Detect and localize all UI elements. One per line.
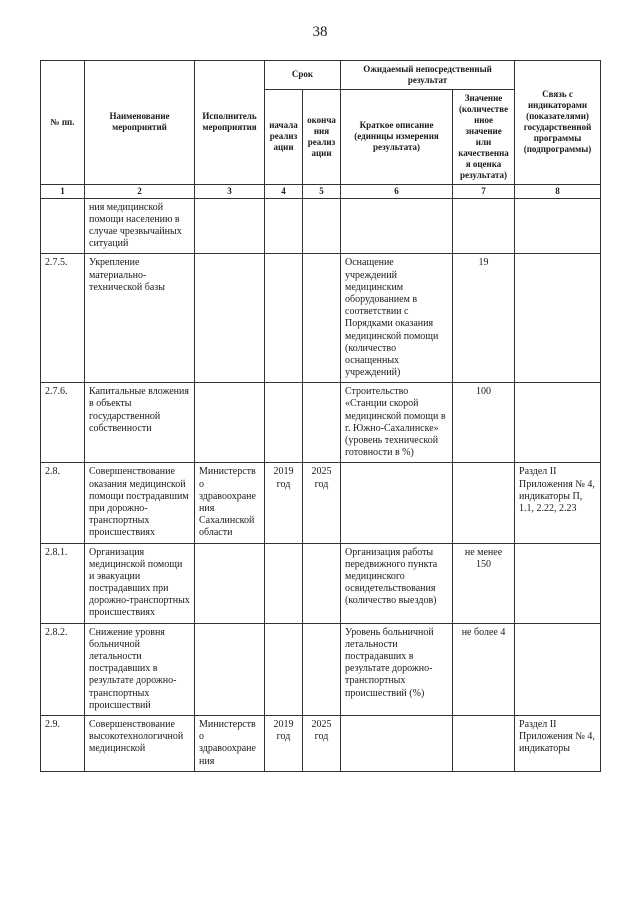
column-index: 7 xyxy=(453,184,515,198)
end-year xyxy=(303,254,341,383)
end-year: 2025 год xyxy=(303,463,341,543)
column-index: 4 xyxy=(265,184,303,198)
column-index: 2 xyxy=(85,184,195,198)
executor-cell xyxy=(195,198,265,254)
start-year xyxy=(265,383,303,463)
indicator-link xyxy=(515,623,601,715)
column-index: 8 xyxy=(515,184,601,198)
result-description: Строительство «Станции скорой медицинской помощи в г. Южно-Сахалинске» (уровень технической готовности в %) xyxy=(341,383,453,463)
row-number: 2.7.6. xyxy=(41,383,85,463)
result-description: Оснащение учреждений медицинским оборудованием в соответствии с Порядками оказания медицинской помощи (количество оснащенных учреждений) xyxy=(341,254,453,383)
table-row xyxy=(41,198,601,254)
executor-cell xyxy=(195,383,265,463)
indicator-link xyxy=(515,383,601,463)
table-row xyxy=(41,254,601,383)
result-description: Уровень больничной летальности пострадавших в результате дорожно-транспортных происшествий (%) xyxy=(341,623,453,715)
result-description xyxy=(341,463,453,543)
start-year xyxy=(265,623,303,715)
start-year xyxy=(265,198,303,254)
executor-cell xyxy=(195,623,265,715)
indicator-link xyxy=(515,254,601,383)
measure-name: Совершенствование оказания медицинской помощи пострадавшим при дорожно-транспортных происшествиях xyxy=(85,463,195,543)
header-num: № пп. xyxy=(41,61,85,185)
end-year xyxy=(303,198,341,254)
column-index: 5 xyxy=(303,184,341,198)
end-year xyxy=(303,543,341,623)
column-index: 6 xyxy=(341,184,453,198)
row-number: 2.9. xyxy=(41,715,85,771)
page-number: 38 xyxy=(312,24,328,40)
executor-cell: Министерство здравоохранения Сахалинской области xyxy=(195,463,265,543)
measure-name: Капитальные вложения в объекты государственной собственности xyxy=(85,383,195,463)
result-value: не более 4 xyxy=(453,623,515,715)
end-year xyxy=(303,383,341,463)
result-value xyxy=(453,715,515,771)
row-number xyxy=(41,198,85,254)
indicator-link: Раздел II Приложения № 4, индикаторы П, 1.1, 2.22, 2.23 xyxy=(515,463,601,543)
result-description xyxy=(341,198,453,254)
result-value xyxy=(453,463,515,543)
start-year xyxy=(265,543,303,623)
executor-cell xyxy=(195,543,265,623)
start-year: 2019 год xyxy=(265,715,303,771)
result-description: Организация работы передвижного пункта медицинского освидетельствования (количество выездов) xyxy=(341,543,453,623)
executor-cell: Министерство здравоохранения xyxy=(195,715,265,771)
result-value: не менее 150 xyxy=(453,543,515,623)
header-result-desc: Краткое описание (единицы измерения результата) xyxy=(341,89,453,184)
program-measures-table xyxy=(40,60,601,772)
table-row xyxy=(41,543,601,623)
header-link: Связь с индикаторами (показателями) государственной программы (подпрограммы) xyxy=(515,61,601,185)
indicator-link xyxy=(515,198,601,254)
table-header xyxy=(41,61,601,199)
table-row xyxy=(41,623,601,715)
result-description xyxy=(341,715,453,771)
indicator-link xyxy=(515,543,601,623)
column-index: 1 xyxy=(41,184,85,198)
end-year xyxy=(303,623,341,715)
measure-name: ния медицинской помощи населению в случае чрезвычайных ситуаций xyxy=(85,198,195,254)
program-table-sheet xyxy=(40,60,600,772)
header-executor: Исполнитель мероприятия xyxy=(195,61,265,185)
header-result-value: Значение (количественное значение или качественная оценка результата) xyxy=(453,89,515,184)
header-term-end: окончания реализации xyxy=(303,89,341,184)
header-term-start: начала реализации xyxy=(265,89,303,184)
table-body xyxy=(41,198,601,771)
table-row xyxy=(41,383,601,463)
row-number: 2.8.2. xyxy=(41,623,85,715)
table-row xyxy=(41,715,601,771)
start-year xyxy=(265,254,303,383)
measure-name: Совершенствование высокотехнологичной медицинской xyxy=(85,715,195,771)
measure-name: Укрепление материально-технической базы xyxy=(85,254,195,383)
result-value: 100 xyxy=(453,383,515,463)
row-number: 2.8. xyxy=(41,463,85,543)
row-number: 2.8.1. xyxy=(41,543,85,623)
indicator-link: Раздел II Приложения № 4, индикаторы xyxy=(515,715,601,771)
header-result: Ожидаемый непосредственный результат xyxy=(341,61,515,90)
header-name: Наименование мероприятий xyxy=(85,61,195,185)
table-row xyxy=(41,463,601,543)
start-year: 2019 год xyxy=(265,463,303,543)
result-value: 19 xyxy=(453,254,515,383)
header-term: Срок xyxy=(265,61,341,90)
column-index-row xyxy=(41,184,601,198)
measure-name: Снижение уровня больничной летальности пострадавших в результате дорожно-транспортных происшествий xyxy=(85,623,195,715)
result-value xyxy=(453,198,515,254)
end-year: 2025 год xyxy=(303,715,341,771)
measure-name: Организация медицинской помощи и эвакуации пострадавших при дорожно-транспортных происшествиях xyxy=(85,543,195,623)
executor-cell xyxy=(195,254,265,383)
column-index: 3 xyxy=(195,184,265,198)
row-number: 2.7.5. xyxy=(41,254,85,383)
